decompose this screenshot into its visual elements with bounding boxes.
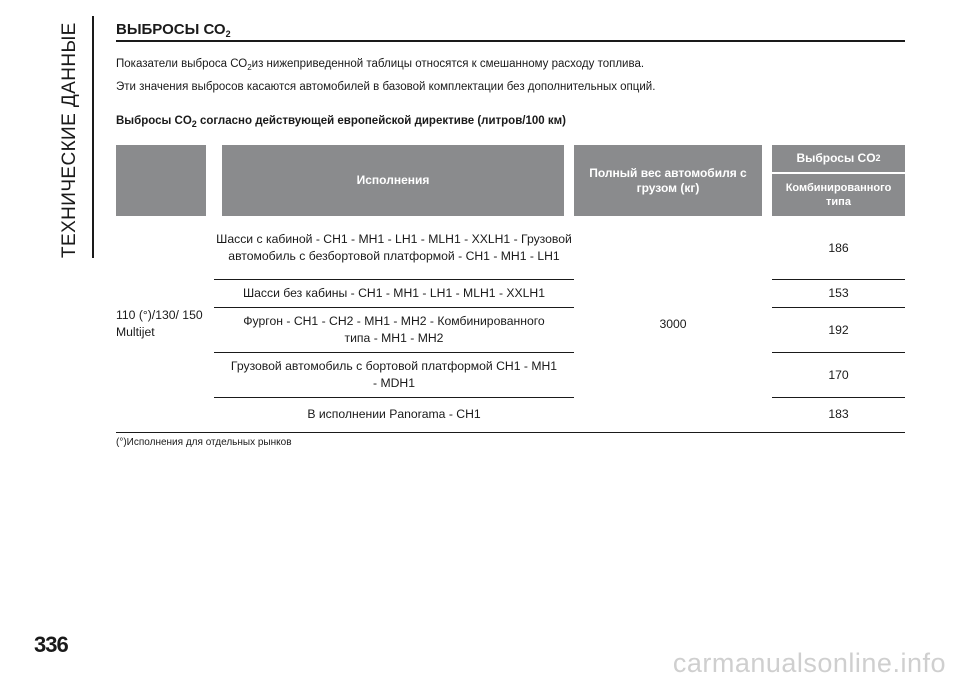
weight-cell: 3000 [659,316,687,331]
table-bottom-rule [116,432,905,433]
header-weight: Полный вес автомобиля с грузом (кг) [574,145,762,216]
note-paragraph: Эти значения выбросов касаются автомобилей в базовой комплектации без дополнительных опций. [116,81,656,93]
row-divider [772,397,905,398]
version-cell: Фургон - CH1 - CH2 - MH1 - MH2 - Комбинированного типа - MH1 - MH2 [243,314,545,345]
header-versions: Исполнения [222,145,564,216]
emission-value: 153 [828,286,849,300]
header-combined: Комбинированного типа [772,174,905,216]
engine-cell: 110 (°)/130/ 150 Multijet [116,308,203,339]
emission-value: 183 [828,406,849,421]
version-cell: Шасси с кабиной - CH1 - MH1 - LH1 - MLH1 - XXLH1 - Грузовой автомобиль с безбортовой платформой - CH1 - MH1 - LH1 [216,232,572,263]
row-divider [214,279,574,280]
version-cell: Грузовой автомобиль с бортовой платформой CH1 - MH1 - MDH1 [230,359,558,390]
title-divider [116,40,905,42]
section-side-title: ТЕХНИЧЕСКИЕ ДАННЫЕ [59,22,80,258]
row-divider [772,307,905,308]
side-divider [92,16,94,258]
emission-value: 186 [828,240,849,255]
watermark-text: carmanualsonline.info [672,648,946,678]
footnote: (°)Исполнения для отдельных рынков [116,437,292,448]
row-divider [772,352,905,353]
row-divider [772,279,905,280]
header-emissions: Выбросы CO 2 [772,145,905,172]
row-divider [214,307,574,308]
header-engine [116,145,206,216]
emission-value: 192 [828,322,849,337]
version-cell: В исполнении Panorama - CH1 [307,406,481,421]
intro-paragraph: Показатели выброса $СО_2из$ нижеприведенной таблицы относятся к смешанному расходу топлива. [116,58,645,72]
row-divider [214,352,574,353]
table-heading: Выбросы $CO_2$ согласно действующей европейской директиве (литров/100 км) [116,115,566,129]
version-cell: Шасси без кабины - CH1 - MH1 - LH1 - MLH1 - XXLH1 [242,286,546,300]
page-number: 336 [34,632,68,657]
page-title: ВЫБРОСЫ $СО_2$ [116,21,231,39]
emission-value: 170 [828,367,849,382]
row-divider [214,397,574,398]
